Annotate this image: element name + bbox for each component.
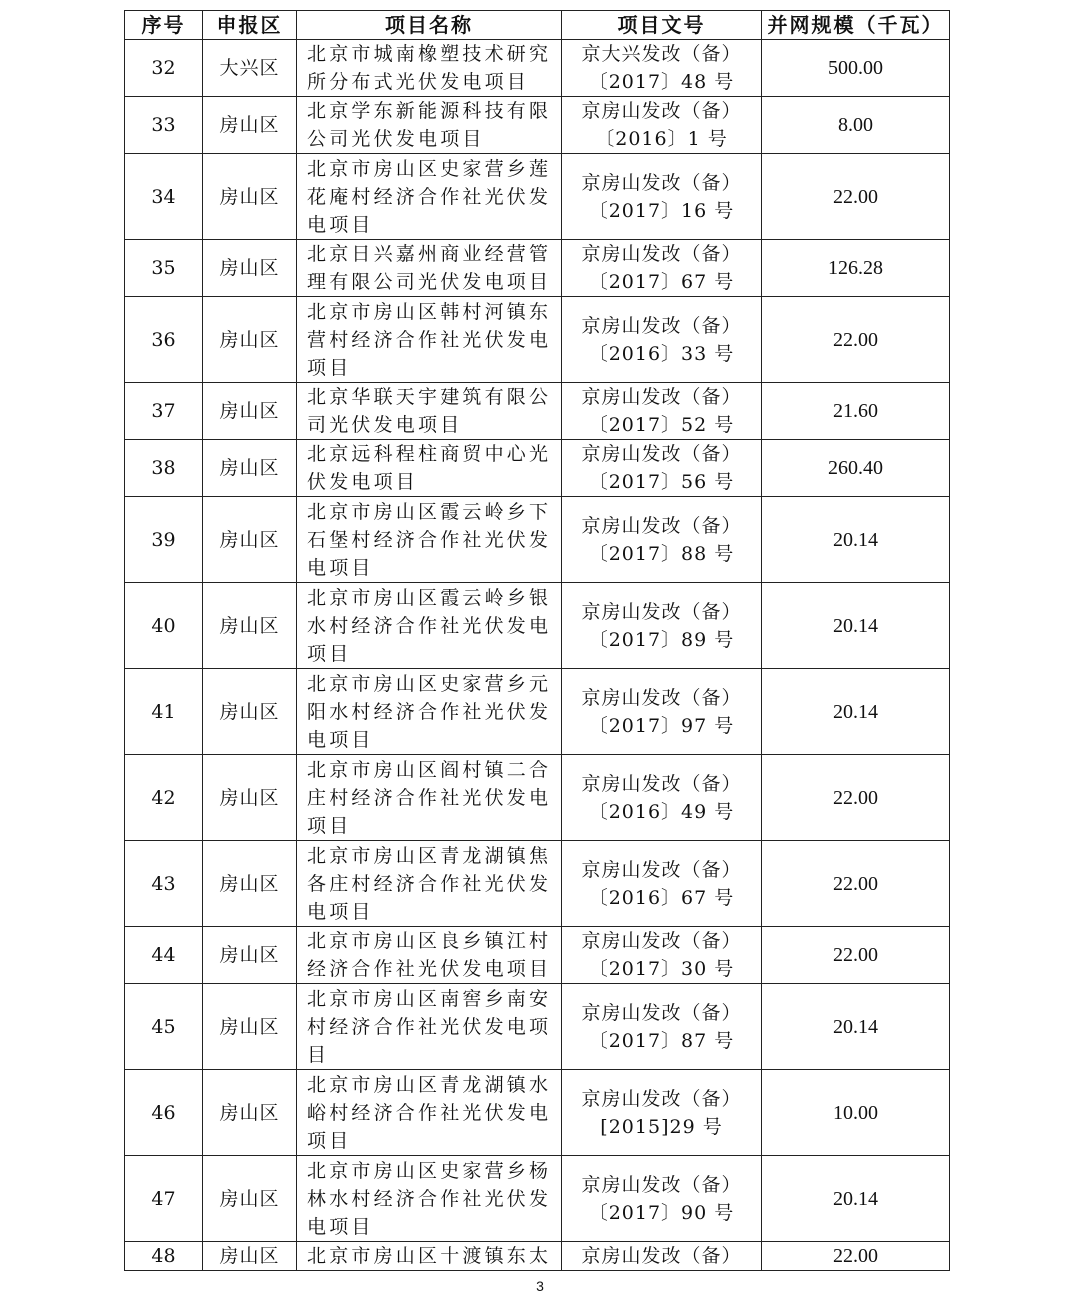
table-row	[125, 1156, 950, 1242]
capacity-cell: 21.60	[762, 383, 950, 440]
doc-number-line: 京房山发改（备）	[581, 1001, 742, 1024]
project-name-line: 目	[307, 1043, 330, 1066]
project-name-line: 理有限公司光伏发电项目	[307, 271, 552, 293]
doc-number-line: 〔2017〕30 号	[588, 958, 735, 980]
table-row	[125, 841, 950, 927]
row-number-cell: 39	[125, 497, 203, 583]
row-number-cell: 48	[125, 1242, 203, 1271]
doc-number-line: 〔2017〕67 号	[588, 271, 735, 293]
row-number-cell: 43	[125, 841, 203, 927]
district-cell: 房山区	[203, 984, 297, 1070]
project-name-line: 项目	[307, 1129, 352, 1152]
table-row	[125, 984, 950, 1070]
table-row	[125, 1070, 950, 1156]
doc-number-cell	[562, 1242, 762, 1271]
project-name-line: 北京市房山区史家营乡杨	[307, 1159, 552, 1182]
row-number-cell: 46	[125, 1070, 203, 1156]
project-name-line: 电项目	[307, 556, 374, 579]
capacity-cell: 22.00	[762, 841, 950, 927]
project-name-cell	[297, 1070, 562, 1156]
capacity-cell: 20.14	[762, 984, 950, 1070]
project-name-cell	[297, 841, 562, 927]
district-cell: 房山区	[203, 440, 297, 497]
doc-number-line: 〔2017〕90 号	[588, 1201, 735, 1224]
capacity-cell: 20.14	[762, 497, 950, 583]
doc-number-line: 〔2017〕48 号	[588, 71, 735, 93]
doc-number-line: 京房山发改（备）	[581, 1087, 742, 1110]
doc-number-line: 〔2017〕88 号	[588, 542, 735, 565]
capacity-cell: 22.00	[762, 297, 950, 383]
row-number-cell: 36	[125, 297, 203, 383]
table-header-row	[125, 11, 950, 40]
doc-number-line: 〔2016〕1 号	[595, 128, 728, 150]
project-name-cell	[297, 1156, 562, 1242]
project-name-cell	[297, 755, 562, 841]
table-row	[125, 927, 950, 984]
doc-number-line: 京房山发改（备）	[581, 171, 742, 194]
project-name-cell	[297, 40, 562, 97]
district-cell: 房山区	[203, 1242, 297, 1271]
doc-number-cell	[562, 240, 762, 297]
doc-number-cell	[562, 984, 762, 1070]
page-number: 3	[536, 1278, 544, 1294]
project-name-cell	[297, 440, 562, 497]
table-row	[125, 240, 950, 297]
table-row	[125, 1242, 950, 1271]
district-cell: 大兴区	[203, 40, 297, 97]
header-project-name: 项目名称	[297, 11, 562, 40]
capacity-cell: 260.40	[762, 440, 950, 497]
capacity-cell: 22.00	[762, 755, 950, 841]
project-name-line: 电项目	[307, 728, 374, 751]
doc-number-line: 京房山发改（备）	[581, 600, 742, 623]
capacity-cell: 500.00	[762, 40, 950, 97]
capacity-cell: 126.28	[762, 240, 950, 297]
table-row	[125, 497, 950, 583]
doc-number-line: 京房山发改（备）	[581, 243, 742, 265]
capacity-cell: 20.14	[762, 583, 950, 669]
project-name-cell	[297, 497, 562, 583]
capacity-cell: 10.00	[762, 1070, 950, 1156]
project-name-line: 电项目	[307, 213, 374, 236]
header-doc-number: 项目文号	[562, 11, 762, 40]
header-district: 申报区	[203, 11, 297, 40]
project-name-line: 北京市城南橡塑技术研究	[307, 43, 552, 65]
project-name-line: 项目	[307, 642, 352, 665]
doc-number-line: 京大兴发改（备）	[581, 43, 742, 65]
header-no: 序号	[125, 11, 203, 40]
table-row	[125, 97, 950, 154]
row-number-cell: 47	[125, 1156, 203, 1242]
district-cell: 房山区	[203, 1070, 297, 1156]
row-number-cell: 42	[125, 755, 203, 841]
project-name-line: 项目	[307, 814, 352, 837]
project-name-line: 北京华联天宇建筑有限公	[307, 386, 552, 408]
project-name-line: 北京日兴嘉州商业经营管	[307, 243, 552, 265]
project-name-line: 北京市房山区史家营乡元	[307, 672, 552, 695]
doc-number-line: 京房山发改（备）	[581, 314, 742, 337]
capacity-cell: 22.00	[762, 1242, 950, 1271]
row-number-cell: 44	[125, 927, 203, 984]
district-cell: 房山区	[203, 154, 297, 240]
doc-number-line: 〔2017〕87 号	[588, 1029, 735, 1052]
project-name-line: 北京市房山区阎村镇二合	[307, 758, 552, 781]
capacity-cell: 22.00	[762, 154, 950, 240]
doc-number-line: 京房山发改（备）	[581, 100, 742, 122]
project-name-line: 北京市房山区霞云岭乡下	[307, 500, 552, 523]
district-cell: 房山区	[203, 97, 297, 154]
project-name-line: 北京市房山区十渡镇东太	[307, 1245, 552, 1267]
doc-number-cell	[562, 440, 762, 497]
doc-number-cell	[562, 383, 762, 440]
doc-number-line: 京房山发改（备）	[581, 1245, 742, 1267]
table-row	[125, 755, 950, 841]
project-name-line: 北京市房山区韩村河镇东	[307, 300, 552, 323]
project-name-line: 北京远科程柱商贸中心光	[307, 443, 552, 465]
doc-number-cell	[562, 1156, 762, 1242]
project-name-line: 经济合作社光伏发电项目	[307, 958, 552, 980]
table-row	[125, 383, 950, 440]
row-number-cell: 38	[125, 440, 203, 497]
doc-number-cell	[562, 669, 762, 755]
project-name-line: 村经济合作社光伏发电项	[307, 1015, 552, 1038]
project-name-line: 北京市房山区青龙湖镇水	[307, 1073, 552, 1096]
table-row	[125, 440, 950, 497]
row-number-cell: 40	[125, 583, 203, 669]
row-number-cell: 41	[125, 669, 203, 755]
project-name-line: 阳水村经济合作社光伏发	[307, 700, 552, 723]
doc-number-line: 〔2016〕67 号	[588, 886, 735, 909]
doc-number-cell	[562, 1070, 762, 1156]
project-name-cell	[297, 927, 562, 984]
row-number-cell: 34	[125, 154, 203, 240]
projects-table	[124, 10, 950, 1271]
doc-number-line: 〔2016〕49 号	[588, 800, 735, 823]
project-name-line: 项目	[307, 356, 352, 379]
project-name-line: 庄村经济合作社光伏发电	[307, 786, 552, 809]
doc-number-cell	[562, 927, 762, 984]
doc-number-line: 〔2016〕33 号	[588, 342, 735, 365]
row-number-cell: 32	[125, 40, 203, 97]
doc-number-line: 京房山发改（备）	[581, 858, 742, 881]
project-name-line: 北京市房山区青龙湖镇焦	[307, 844, 552, 867]
district-cell: 房山区	[203, 1156, 297, 1242]
capacity-cell: 8.00	[762, 97, 950, 154]
district-cell: 房山区	[203, 497, 297, 583]
project-name-cell	[297, 383, 562, 440]
capacity-cell: 20.14	[762, 669, 950, 755]
doc-number-cell	[562, 755, 762, 841]
project-name-line: 北京市房山区良乡镇江村	[307, 930, 552, 952]
doc-number-cell	[562, 497, 762, 583]
doc-number-cell	[562, 297, 762, 383]
project-name-line: 北京学东新能源科技有限	[307, 100, 552, 122]
doc-number-line: 〔2017〕52 号	[588, 414, 735, 436]
project-name-cell	[297, 97, 562, 154]
doc-number-cell	[562, 40, 762, 97]
doc-number-line: 京房山发改（备）	[581, 443, 742, 465]
doc-number-line: 京房山发改（备）	[581, 686, 742, 709]
district-cell: 房山区	[203, 297, 297, 383]
project-name-line: 所分布式光伏发电项目	[307, 71, 530, 93]
project-name-line: 北京市房山区霞云岭乡银	[307, 586, 552, 609]
district-cell: 房山区	[203, 927, 297, 984]
capacity-cell: 22.00	[762, 927, 950, 984]
doc-number-cell	[562, 583, 762, 669]
district-cell: 房山区	[203, 240, 297, 297]
doc-number-cell	[562, 841, 762, 927]
project-name-line: 伏发电项目	[307, 471, 419, 493]
project-name-cell	[297, 984, 562, 1070]
row-number-cell: 45	[125, 984, 203, 1070]
doc-number-cell	[562, 154, 762, 240]
row-number-cell: 33	[125, 97, 203, 154]
district-cell: 房山区	[203, 383, 297, 440]
table-row	[125, 669, 950, 755]
project-name-line: 林水村经济合作社光伏发	[307, 1187, 552, 1210]
doc-number-line: 京房山发改（备）	[581, 772, 742, 795]
project-name-line: 石堡村经济合作社光伏发	[307, 528, 552, 551]
project-name-line: 电项目	[307, 900, 374, 923]
doc-number-line: 〔2017〕56 号	[588, 471, 735, 493]
project-name-cell	[297, 297, 562, 383]
table-row	[125, 297, 950, 383]
project-name-line: 花庵村经济合作社光伏发	[307, 185, 552, 208]
project-name-line: 司光伏发电项目	[307, 414, 463, 436]
project-name-cell	[297, 583, 562, 669]
doc-number-line: [2015]29 号	[600, 1115, 723, 1138]
project-name-cell	[297, 154, 562, 240]
doc-number-line: 京房山发改（备）	[581, 514, 742, 537]
project-name-cell	[297, 240, 562, 297]
doc-number-line: 〔2017〕16 号	[588, 199, 735, 222]
district-cell: 房山区	[203, 755, 297, 841]
project-name-cell	[297, 669, 562, 755]
project-name-line: 北京市房山区史家营乡莲	[307, 157, 552, 180]
table-row	[125, 154, 950, 240]
header-capacity: 并网规模（千瓦）	[762, 11, 950, 40]
table-row	[125, 40, 950, 97]
capacity-cell: 20.14	[762, 1156, 950, 1242]
project-name-line: 各庄村经济合作社光伏发	[307, 872, 552, 895]
project-name-line: 公司光伏发电项目	[307, 128, 485, 150]
project-name-line: 水村经济合作社光伏发电	[307, 614, 552, 637]
project-name-line: 电项目	[307, 1215, 374, 1238]
doc-number-line: 京房山发改（备）	[581, 930, 742, 952]
row-number-cell: 35	[125, 240, 203, 297]
project-name-line: 北京市房山区南窖乡南安	[307, 987, 552, 1010]
district-cell: 房山区	[203, 841, 297, 927]
project-name-line: 峪村经济合作社光伏发电	[307, 1101, 552, 1124]
doc-number-line: 〔2017〕97 号	[588, 714, 735, 737]
doc-number-line: 京房山发改（备）	[581, 386, 742, 408]
doc-number-line: 〔2017〕89 号	[588, 628, 735, 651]
project-name-line: 营村经济合作社光伏发电	[307, 328, 552, 351]
table-body	[125, 40, 950, 1271]
row-number-cell: 37	[125, 383, 203, 440]
doc-number-line: 京房山发改（备）	[581, 1173, 742, 1196]
table-row	[125, 583, 950, 669]
doc-number-cell	[562, 97, 762, 154]
district-cell: 房山区	[203, 583, 297, 669]
district-cell: 房山区	[203, 669, 297, 755]
project-name-cell	[297, 1242, 562, 1271]
